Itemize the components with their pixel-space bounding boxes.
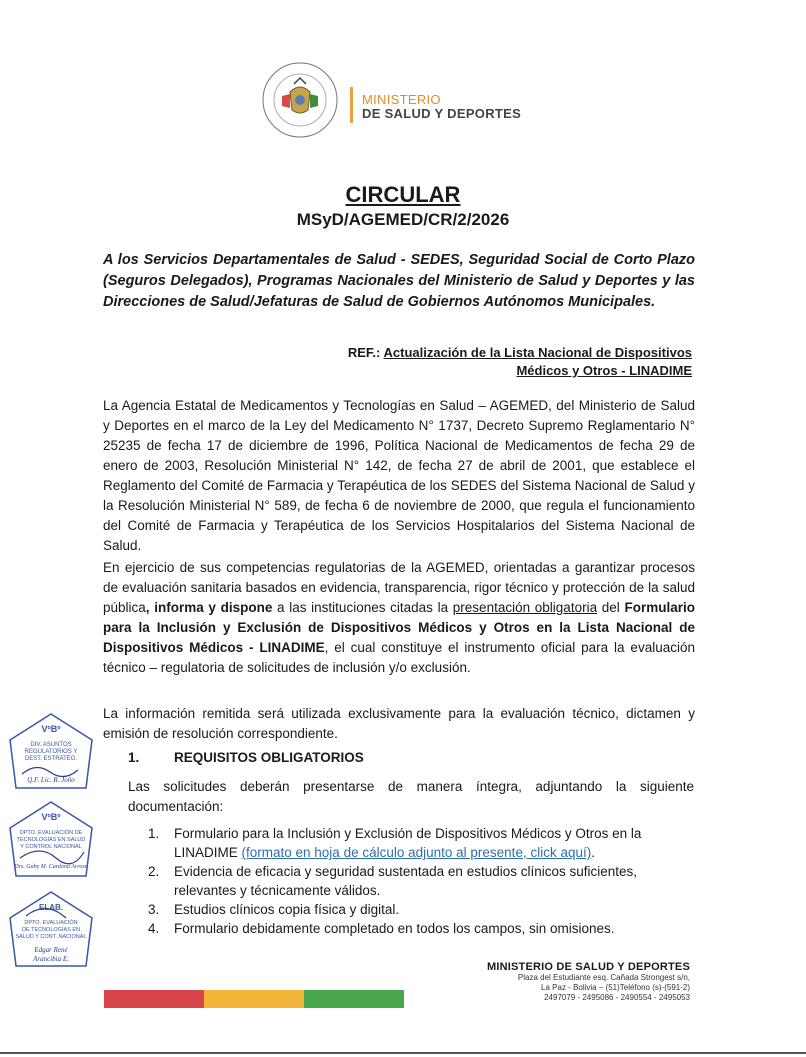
- svg-text:Drs. Gaby M. Cardona Arroso: Drs. Gaby M. Cardona Arroso: [14, 864, 88, 870]
- approval-stamp-2: [6, 800, 96, 880]
- elaboration-stamp: [6, 890, 96, 970]
- svg-text:REGULATORIOS Y: REGULATORIOS Y: [24, 749, 78, 755]
- svg-text:TECNOLOGÍAS EN SALUD: TECNOLOGÍAS EN SALUD: [16, 837, 86, 843]
- document-title: CIRCULAR: [345, 182, 461, 207]
- p2-bold-formulario: Formulario para la Inclusión y Exclusión de Dispositivos Médicos y Otros en la Lista Nacional de Dispositivos Médicos - LINADIME: [103, 600, 695, 655]
- state-seal-icon: [260, 60, 340, 140]
- svg-text:Y CONTROL NACIONAL: Y CONTROL NACIONAL: [20, 844, 82, 850]
- footer-phones: 2497079 - 2495086 - 2490554 - 2495053: [544, 993, 690, 1002]
- svg-text:Arancibia E.: Arancibia E.: [33, 955, 69, 963]
- ref-label: REF.:: [347, 345, 384, 360]
- p2-text-2: a las instituciones citadas la: [272, 600, 453, 615]
- header-divider: [350, 87, 353, 123]
- section-number: 1.: [128, 750, 140, 765]
- spreadsheet-link[interactable]: (formato en hoja de cálculo adjunto al presente, click aquí): [241, 845, 592, 860]
- list-item: 4. Formulario debidamente completado en todos los campos, sin omisiones.: [148, 921, 615, 936]
- list-item: 2. Evidencia de eficacia y seguridad sustentada en estudios clínicos suficientes, relevantes y técnicamente válidos.: [148, 864, 638, 898]
- section-title: REQUISITOS OBLIGATORIOS: [174, 750, 364, 765]
- ministry-name-line2: DE SALUD Y DEPORTES: [362, 106, 522, 121]
- p2-text-4: , el cual constituye el instrumento oficial para la evaluación técnico – regulatoria de solicitudes de inclusión y/o exclusión.: [103, 640, 695, 675]
- svg-text:VºBº: VºBº: [41, 812, 61, 822]
- p2-bold-informa: , informa y dispone: [145, 600, 273, 615]
- list-item: 3. Estudios clínicos copia física y digital.: [148, 902, 400, 917]
- section-intro: Las solicitudes deberán presentarse de manera íntegra, adjuntando la siguiente documentación:: [128, 779, 694, 814]
- footer-band-red: [104, 990, 204, 1008]
- addressee: A los Servicios Departamentales de Salud - SEDES, Seguridad Social de Corto Plazo (Seguros Delegados), Programas Nacionales del Ministerio de Salud y Deportes y las Direcciones de Salud/Jefaturas de Salud de Gobiernos Autónomos Municipales.: [103, 252, 695, 310]
- requirements-list: [148, 824, 694, 938]
- footer-band-yellow: [204, 990, 304, 1008]
- paragraph-usage: La información remitida será utilizada exclusivamente para la evaluación técnico, dictamen y emisión de resolución correspondiente.: [103, 706, 695, 741]
- svg-text:DEST. ESTRATÉG.: DEST. ESTRATÉG.: [24, 756, 78, 762]
- p2-text-3: del: [597, 600, 625, 615]
- paragraph-disposition: [103, 558, 695, 678]
- svg-text:ELAB.: ELAB.: [39, 903, 63, 912]
- paragraph-legal-basis: La Agencia Estatal de Medicamentos y Tecnologías en Salud – AGEMED, del Ministerio de Salud y Deportes en el marco de la Ley del Medicamento N° 1737, Decreto Supremo Reglamentario N° 25235 de fecha 17 de diciembre de 1996, Política Nacional de Medicamentos de fecha 29 de enero de 2003, Resolución Ministerial N° 142, de fecha 27 de abril de 2001, que establece el Reglamento del Comité de Farmacia y Terapéutica de los SEDES del Sistema Nacional de Salud y la Resolución Ministerial N° 589, de fecha 6 de noviembre de 2000, que regula el funcionamiento del Comité de Farmacia y Terapéutica de los Servicios Hospitalarios del Sistema Nacional de Salud.: [103, 398, 695, 553]
- svg-text:SALUD Y CONT. NACIONAL: SALUD Y CONT. NACIONAL: [15, 934, 87, 940]
- footer-band-green: [304, 990, 404, 1008]
- reference: [300, 344, 692, 380]
- bottom-rule: [0, 1052, 806, 1054]
- svg-text:DIV. ASUNTOS: DIV. ASUNTOS: [30, 742, 72, 748]
- footer-contact: [430, 961, 690, 1003]
- p2-text-1: En ejercicio de sus competencias regulatorias de la AGEMED, orientadas a garantizar procesos de evaluación sanitaria basados en evidencia, transparencia, rigor técnico y protección de la salud pública: [103, 560, 695, 615]
- svg-text:VºBº: VºBº: [41, 724, 61, 734]
- svg-text:Edgar René: Edgar René: [34, 946, 68, 954]
- svg-text:DPTO. EVALUACIÓN: DPTO. EVALUACIÓN: [24, 920, 78, 926]
- footer-ministry-name: MINISTERIO DE SALUD Y DEPORTES: [486, 961, 690, 973]
- section-heading: [128, 750, 364, 765]
- ref-line1: Actualización de la Lista Nacional de Dispositivos: [383, 345, 692, 360]
- p2-underline-obligatoria: presentación obligatoria: [452, 600, 598, 615]
- svg-text:DE TECNOLOGÍAS EN: DE TECNOLOGÍAS EN: [22, 927, 80, 933]
- document-code: MSyD/AGEMED/CR/2/2026: [296, 210, 510, 229]
- svg-text:DPTO. EVALUACIÓN DE: DPTO. EVALUACIÓN DE: [19, 830, 83, 836]
- list-item: 1. Formulario para la Inclusión y Exclusión de Dispositivos Médicos y Otros en la LINADIME (formato en hoja de cálculo adjunto al presente, click aquí).: [148, 826, 642, 860]
- footer-address-2: La Paz - Bolivia – (51)Teléfono (s)-(591-2): [541, 983, 690, 992]
- letterhead: [260, 60, 560, 140]
- svg-text:Q.F. Lic. R. Joño: Q.F. Lic. R. Joño: [27, 776, 75, 784]
- approval-stamp-1: [6, 712, 96, 792]
- ministry-name-line1: MINISTERIO: [362, 92, 441, 107]
- ref-line2: Médicos y Otros - LINADIME: [516, 363, 692, 378]
- footer-address-1: Plaza del Estudiante esq. Cañada Strongest s/n,: [517, 973, 690, 982]
